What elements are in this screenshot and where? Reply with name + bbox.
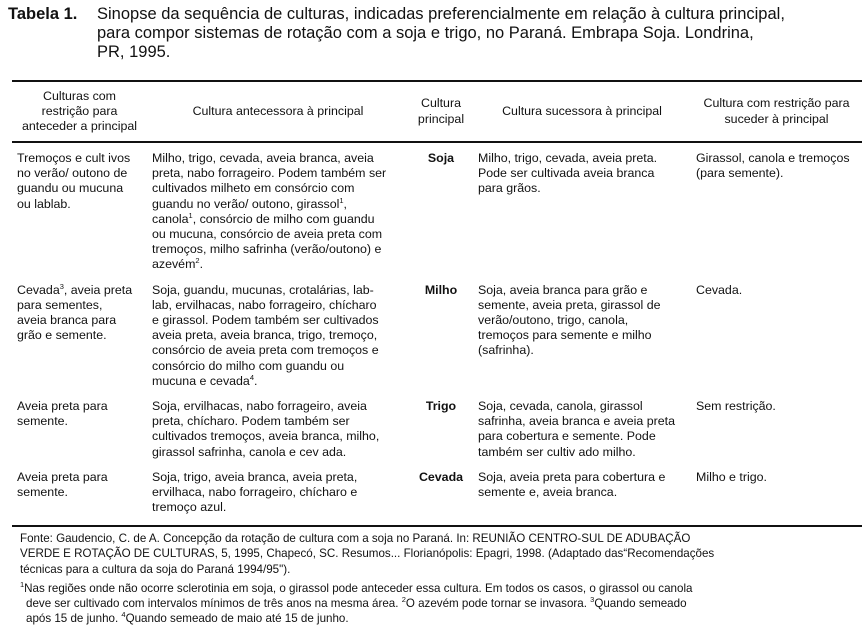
source-citation [20,531,860,577]
restricted-before-cell [12,399,147,470]
footnote-text: Nas regiões onde não ocorre sclerotinia em soja, o girassol pode anteceder essa cultura. Em todos os casos, o girassol ou canola [24,581,693,595]
cell-line: Pode ser cultivada aveia branca [478,166,655,181]
table-body [12,142,862,526]
cell-line: e girassol. Podem também ser cultivados [152,313,379,328]
cell-line: aveia branca para [17,313,117,328]
footnote-line [20,596,860,611]
footnote-line [20,611,860,626]
cell-line: ervilhaca, nabo forrageiro, chícharo e [152,485,358,500]
cell-line: consórcio de aveia preta com tremoços e [152,343,379,358]
footnote-mark: 2 [401,595,406,605]
cell-line: semente. [17,485,68,500]
column-header [691,81,862,142]
cell-line: semente, aveia preta, girassol de [478,297,661,312]
cell-line: Milho, trigo, cevada, aveia branca, aveia [152,151,374,165]
successor-cell [473,399,691,470]
cell-line: consórcio do milho com guandu ou [152,358,345,373]
cell-line [152,197,405,212]
source-line: técnicas para a cultura da soja do Paraná 1994/95"). [20,562,291,576]
cell-line: aveia preta, aveia branca, trigo, tremoço, [152,328,378,343]
footnote-ref: 4 [249,372,254,382]
column-header-line: Cultura sucessora à principal [502,103,662,118]
cell-line: lab, ervilhacas, nabo forrageiro, chícharo [152,297,377,312]
restricted-after-cell [691,283,862,399]
restricted-before-cell [12,142,147,283]
header-row [12,81,862,142]
cell-line: Soja, aveia preta para cobertura e [478,469,666,484]
footnote-text: O azevém pode tornar se invasora. [405,597,591,611]
cell-line: girassol safrinha, canola e cev ada. [152,444,347,459]
column-header [473,81,691,142]
column-header-line: anteceder a principal [21,119,138,134]
cell-line: semente. [17,414,68,429]
cell-text: . [199,257,204,272]
column-header-line: principal [417,111,465,126]
column-header [12,81,147,142]
cell-line: Soja, trigo, aveia branca, aveia preta, [152,469,358,484]
cell-line: verão/outono, trigo, canola, [478,313,629,328]
cell-line: Girassol, canola e tremoços [696,151,850,165]
table-row [12,399,862,470]
cell-line: Milho, trigo, cevada, aveia preta. [478,151,658,165]
column-header [409,81,473,142]
cell-line: guandu ou mucuna [17,181,124,196]
cell-line: cultivados tremoços, aveia branca, milho, [152,429,380,444]
rotation-table [12,80,862,527]
restricted-after-cell [691,142,862,283]
footnote-text: após 15 de junho. [26,612,122,626]
footnote-ref: 2 [195,256,200,266]
cell-line [152,374,405,389]
successor-cell [473,142,691,283]
column-header-line: suceder à principal [724,111,829,126]
column-header-line: Cultura com restrição para [703,96,850,111]
main-crop-cell: Milho [424,282,458,297]
cell-line: (safrinha). [478,343,534,358]
cell-line: ou mucuna, consórcio de aveia preta com [152,227,383,242]
cell-line: tremoços para semente e milho [478,328,652,343]
restricted-before-cell [12,283,147,399]
cell-line: cultivados milheto em consórcio com [152,181,355,196]
table-row [12,283,862,399]
cell-line: safrinha, aveia branca e aveia preta [478,414,675,429]
cell-line: tremoço azul. [152,500,227,515]
table-row [12,470,862,527]
column-header-line: Cultura [421,96,461,111]
footnote-line [20,581,860,596]
caption-line: para compor sistemas de rotação com a soja e trigo, no Paraná. Embrapa Soja. Londrina, [97,24,754,42]
main-crop-cell: Cevada [418,469,464,484]
cell-line: no verão/ outono de [17,166,128,181]
cell-line: Milho e trigo. [696,469,767,484]
cell-line: Soja, ervilhacas, nabo forrageiro, aveia [152,399,367,414]
footnote-ref: 3 [59,281,64,291]
footnote-mark: 3 [590,595,595,605]
cell-text: azevém [152,257,196,272]
cell-line: Tremoços e cult ivos [17,151,131,165]
footnote-ref: 1 [339,195,344,205]
cell-text: , [343,196,347,211]
cell-line: ou lablab. [17,196,71,211]
restricted-after-cell [691,399,862,470]
cell-line: Soja, cevada, canola, girassol [478,399,643,414]
caption-line: Sinopse da sequência de culturas, indicadas preferencialmente em relação à cultura principal, [97,5,785,23]
column-header-line: Culturas com [43,88,116,103]
footnote-mark: 4 [121,610,126,620]
cell-line: Aveia preta para [17,399,108,414]
table-caption [8,5,858,62]
caption-line: PR, 1995. [97,43,171,61]
footnote-text: deve ser cultivado com intervalos mínimos de três anos na mesma área. [26,597,402,611]
cell-line: (para semente). [696,166,784,181]
footnote-ref: 1 [188,210,193,220]
successor-cell [473,470,691,527]
predecessor-cell [147,283,409,399]
cell-line [152,212,405,227]
cell-line: tremoços, milho safrinha (verão/outono) e [152,242,382,257]
table-number-label: Tabela 1. [8,5,78,23]
rotation-table-container [12,80,862,527]
cell-line: preta, chícharo. Podem também ser [152,414,350,429]
cell-line [17,283,143,298]
source-line: VERDE E ROTAÇÃO DE CULTURAS, 5, 1995, Chapecó, SC. Resumos... Florianópolis: Epagri, 1998. (Adaptado das“Recomendações [20,547,715,561]
cell-text: mucuna e cevada [152,373,250,388]
cell-line: semente e, aveia branca. [478,485,618,500]
restricted-after-cell [691,470,862,527]
main-crop-cell: Trigo [425,399,457,414]
cell-text: canola [152,211,189,226]
footnote-mark: 1 [20,579,25,589]
successor-cell [473,283,691,399]
cell-text: Cevada [17,282,60,297]
cell-text: , aveia preta [63,282,133,297]
cell-line: para grãos. [478,181,541,196]
cell-line: Sem restrição. [696,399,776,414]
cell-line: Aveia preta para [17,469,108,484]
cell-line: para cobertura e semente. Pode [478,429,656,444]
source-line: Fonte: Gaudencio, C. de A. Concepção da rotação de cultura com a soja no Paraná. In: REUNIÃO CENTRO-SUL DE ADUBAÇÃO [20,532,691,545]
cell-text: , consórcio de milho com guandu [192,211,375,226]
footnote-text: Quando semeado [594,597,687,611]
cell-line: grão e semente. [17,328,107,343]
footnotes [20,581,860,627]
cell-text: guandu no verão/ outono, girassol [152,196,340,211]
table-caption-text [97,5,858,62]
cell-line [152,257,405,272]
cell-line: Cevada. [696,282,743,297]
cell-line: também ser cultiv ado milho. [478,444,636,459]
predecessor-cell [147,399,409,470]
cell-text: . [253,373,258,388]
footnote-text: Quando semeado de maio até 15 de junho. [125,612,349,626]
column-header-line: restrição para [41,103,118,118]
column-header [147,81,409,142]
restricted-before-cell [12,470,147,527]
cell-line: para sementes, [17,297,103,312]
main-crop-cell: Soja [427,151,455,165]
column-header-line: Cultura antecessora à principal [192,103,364,118]
predecessor-cell [147,470,409,527]
cell-line: preta, nabo forrageiro. Podem também ser [152,166,387,181]
cell-line: Soja, guandu, mucunas, crotalárias, lab- [152,282,374,297]
cell-line: Soja, aveia branca para grão e [478,282,648,297]
table-row [12,142,862,283]
predecessor-cell [147,142,409,283]
table-footer [20,531,860,627]
